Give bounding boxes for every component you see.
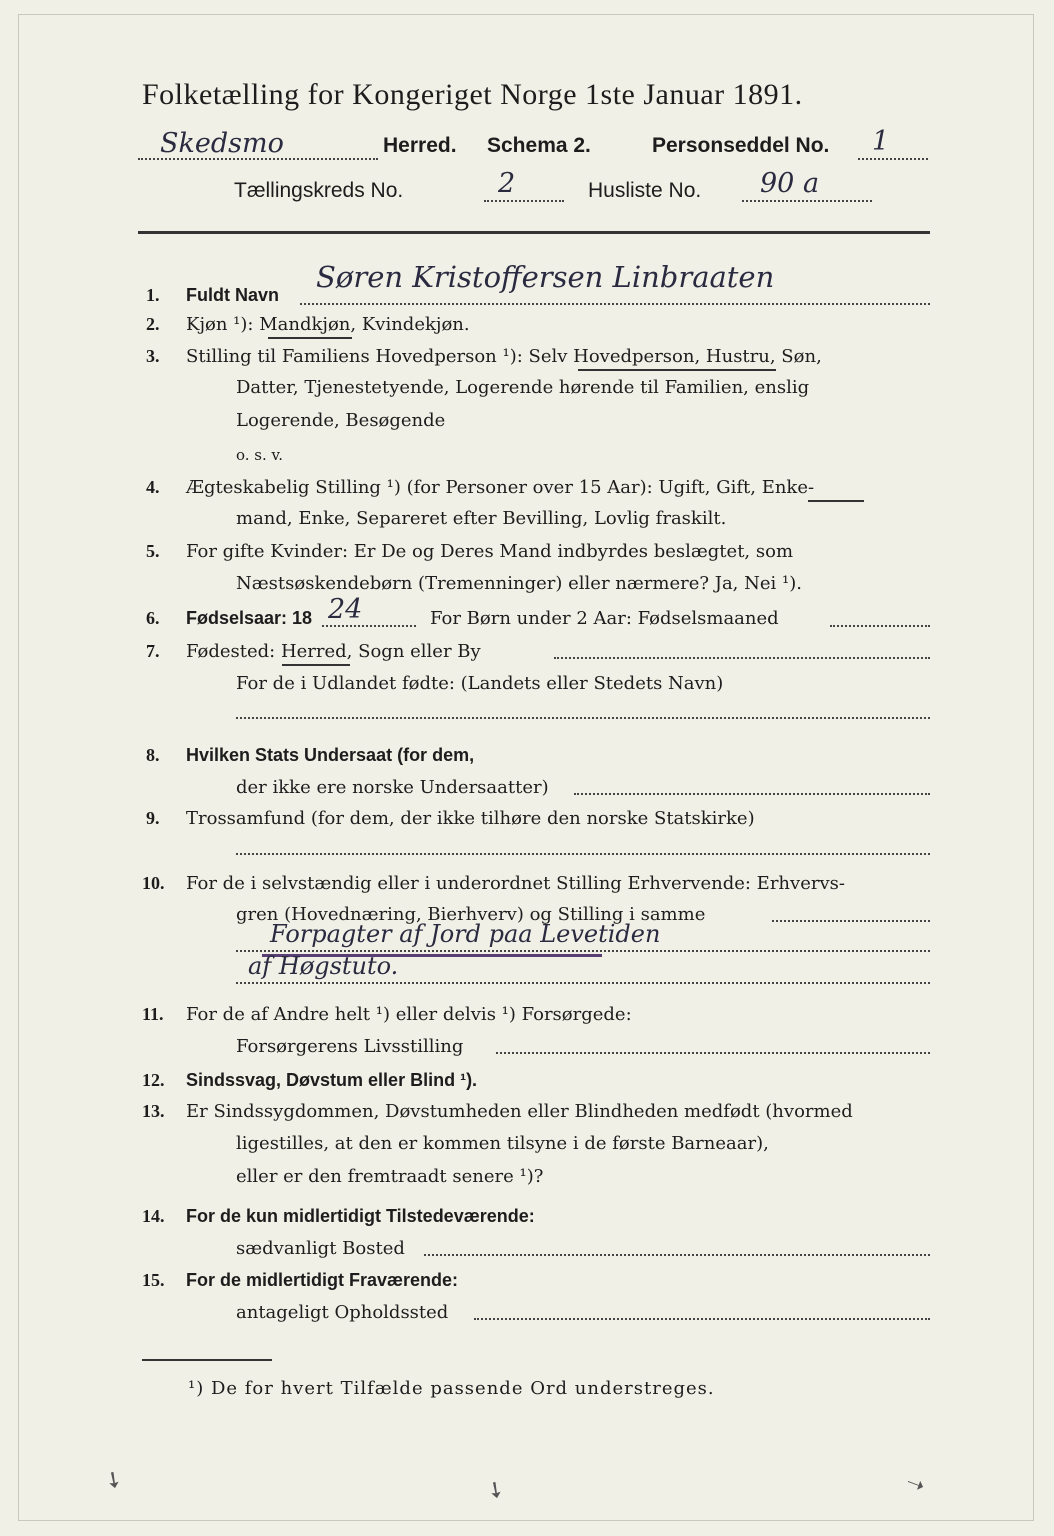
footnote-rule — [142, 1359, 272, 1361]
item-2-number: 2. — [146, 314, 160, 334]
item-7-line2: For de i Udlandet fødte: (Landets eller Stedets Navn) — [236, 673, 724, 694]
item-2-label: Kjøn ¹): Mandkjøn, Kvindekjøn. — [186, 314, 470, 335]
item-1-dotted-line — [300, 303, 930, 305]
item-10-dotted-line-3 — [236, 982, 930, 984]
personseddel-value: 1 — [872, 126, 890, 157]
item-5-label: For gifte Kvinder: Er De og Deres Mand indbyrdes beslægtet, som — [186, 541, 794, 562]
item-10-value2: af Høgstuto. — [248, 952, 399, 980]
item-7-number: 7. — [146, 641, 160, 661]
husliste-dotted-line — [742, 200, 872, 202]
item-6-dotted-line-2 — [830, 625, 930, 627]
item-3-line4: o. s. v. — [236, 446, 283, 464]
husliste-label: Husliste No. — [588, 179, 702, 202]
item-6-dotted-line — [322, 625, 416, 627]
item-3-line3: Logerende, Besøgende — [236, 410, 446, 431]
herred-label: Herred. — [383, 134, 457, 157]
item-8-number: 8. — [146, 745, 160, 765]
husliste-value: 90 a — [760, 168, 820, 199]
item-10-line2: gren (Hovednæring, Bierhverv) og Stilling i samme — [236, 904, 706, 925]
item-8-line2: der ikke ere norske Undersaatter) — [236, 777, 549, 798]
form-title: Folketælling for Kongeriget Norge 1ste Januar 1891. — [142, 78, 803, 111]
item-1-number: 1. — [146, 285, 160, 305]
item-12-label: Sindssvag, Døvstum eller Blind ¹). — [186, 1070, 478, 1090]
item-3-underline — [578, 369, 776, 371]
item-6-label: Fødselsaar: 18 — [186, 608, 313, 628]
item-13-label: Er Sindssygdommen, Døvstumheden eller Blindheden medfødt (hvormed — [186, 1101, 853, 1122]
item-1-value: Søren Kristoffersen Linbraaten — [316, 260, 775, 294]
kreds-value: 2 — [498, 168, 516, 199]
item-8-dotted-line — [574, 793, 930, 795]
item-15-dotted-line — [474, 1318, 930, 1320]
item-11-dotted-line — [496, 1052, 930, 1054]
item-15-number: 15. — [142, 1270, 165, 1290]
kreds-dotted-line — [484, 200, 564, 202]
item-15-label: For de midlertidigt Fraværende: — [186, 1270, 459, 1290]
item-4-line2: mand, Enke, Separeret efter Bevilling, Lovlig fraskilt. — [236, 508, 727, 529]
item-9-label: Trossamfund (for dem, der ikke tilhøre den norske Statskirke) — [186, 808, 755, 829]
item-9-number: 9. — [146, 808, 160, 828]
scan-mark-center: ➘ — [480, 1474, 510, 1507]
item-6-number: 6. — [146, 608, 160, 628]
item-11-line2: Forsørgerens Livsstilling — [236, 1036, 464, 1057]
item-3-line2: Datter, Tjenestetyende, Logerende hørende til Familien, enslig — [236, 377, 810, 398]
item-13-number: 13. — [142, 1101, 165, 1121]
item-11-label: For de af Andre helt ¹) eller delvis ¹) Forsørgede: — [186, 1004, 632, 1025]
item-13-line2: ligestilles, at den er kommen tilsyne i de første Barneaar), — [236, 1133, 769, 1154]
item-14-dotted-line — [424, 1254, 930, 1256]
personseddel-dotted-line — [858, 158, 928, 160]
item-7-dotted-line-2 — [236, 717, 930, 719]
footnote: ¹) De for hvert Tilfælde passende Ord understreges. — [188, 1378, 715, 1399]
item-5-number: 5. — [146, 541, 160, 561]
item-10-dotted-line — [772, 920, 930, 922]
item-3-label: Stilling til Familiens Hovedperson ¹): Selv Hovedperson, Hustru, Søn, — [186, 346, 822, 367]
item-4-number: 4. — [146, 477, 160, 497]
item-5-line2: Næstsøskendebørn (Tremenninger) eller nærmere? Ja, Nei ¹). — [236, 573, 802, 594]
item-10-label: For de i selvstændig eller i underordnet Stilling Erhvervende: Erhvervs- — [186, 873, 845, 894]
item-2-underline — [268, 337, 352, 339]
item-7-underline — [282, 664, 350, 666]
item-8-label: Hvilken Stats Undersaat (for dem, — [186, 745, 475, 765]
item-15-line2: antageligt Opholdssted — [236, 1302, 449, 1323]
item-7-dotted-line — [554, 657, 930, 659]
item-14-number: 14. — [142, 1206, 165, 1226]
item-1-label: Fuldt Navn — [186, 285, 279, 305]
item-9-dotted-line — [236, 853, 930, 855]
item-11-number: 11. — [142, 1004, 164, 1024]
header-rule — [138, 231, 930, 234]
herred-value: Skedsmo — [160, 128, 284, 159]
item-4-label: Ægteskabelig Stilling ¹) (for Personer over 15 Aar): Ugift, Gift, Enke- — [186, 477, 815, 498]
schema-label: Schema 2. — [487, 134, 591, 157]
personseddel-label: Personseddel No. — [652, 134, 830, 157]
item-10-number: 10. — [142, 873, 165, 893]
item-6-value: 24 — [328, 594, 363, 625]
item-6-rest: For Børn under 2 Aar: Fødselsmaaned — [430, 608, 779, 629]
item-4-underline — [808, 500, 864, 502]
scan-mark-left: ➘ — [98, 1464, 128, 1497]
item-14-line2: sædvanligt Bosted — [236, 1238, 405, 1259]
item-10-value: Forpagter af Jord paa Levetiden — [270, 920, 661, 948]
herred-dotted-line — [138, 158, 378, 160]
item-14-label: For de kun midlertidigt Tilstedeværende: — [186, 1206, 535, 1226]
item-7-label: Fødested: Herred, Sogn eller By — [186, 641, 481, 662]
item-3-number: 3. — [146, 346, 160, 366]
item-12-number: 12. — [142, 1070, 165, 1090]
item-13-line3: eller er den fremtraadt senere ¹)? — [236, 1166, 544, 1187]
scan-mark-right: ➝ — [902, 1469, 929, 1500]
kreds-label: Tællingskreds No. — [234, 179, 404, 202]
page-border — [18, 14, 1034, 1521]
